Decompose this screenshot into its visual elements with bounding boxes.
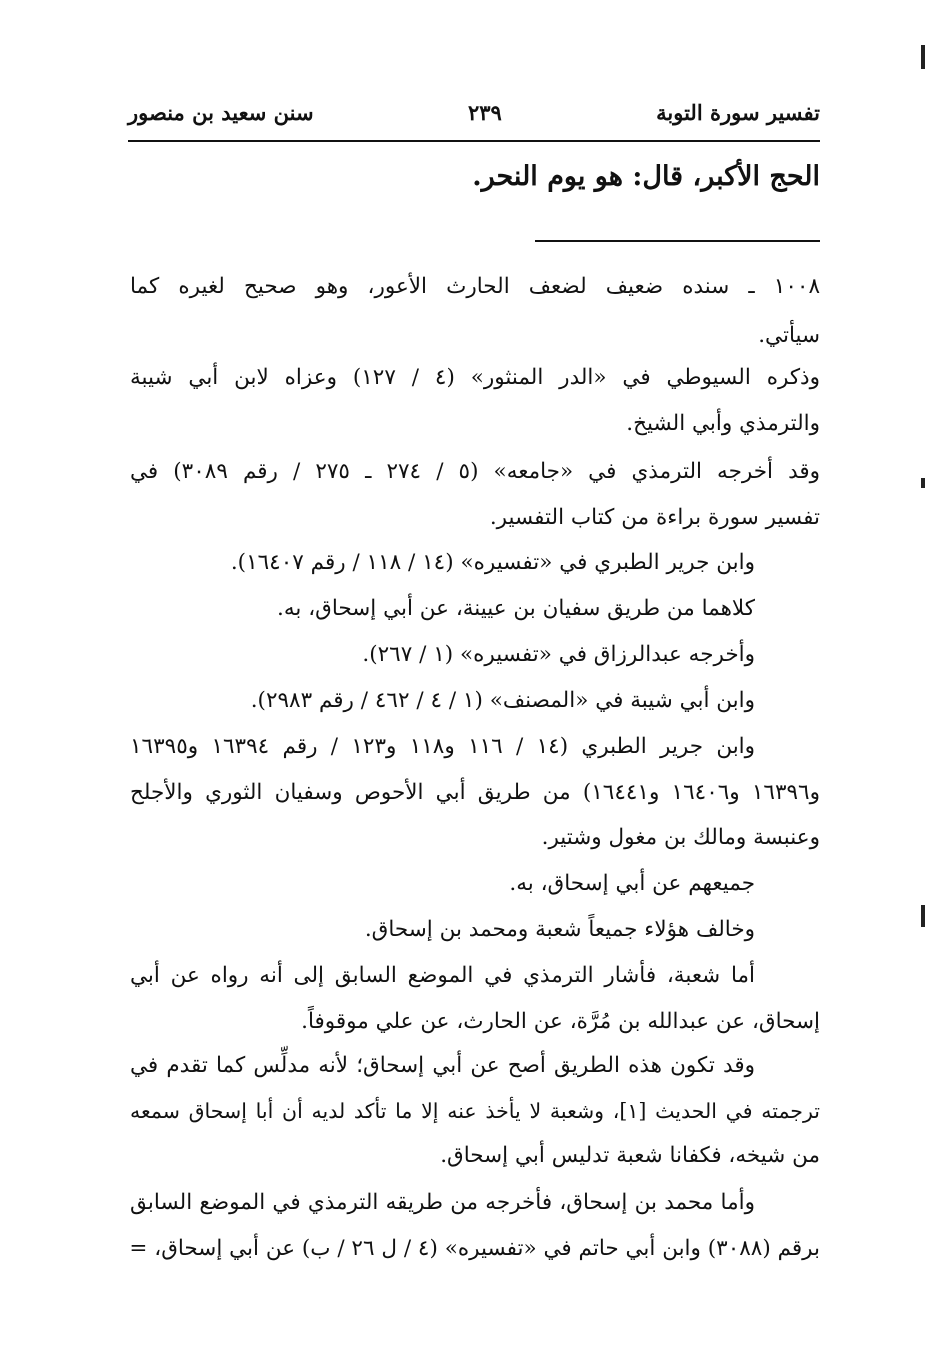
footnote-line: برقم (٣٠٨٨) وابن أبي حاتم في «تفسيره» (٤ / ل ٢٦ / ب) عن أبي إسحاق، = xyxy=(129,1236,820,1261)
footnote-line: وخالف هؤلاء جميعاً شعبة ومحمد بن إسحاق. xyxy=(364,917,755,942)
footnote-line: وابن جرير الطبري في «تفسيره» (١٤ / ١١٨ / رقم ١٦٤٠٧). xyxy=(230,550,755,575)
footnote-line: إسحاق، عن عبدالله بن مُرَّة، عن الحارث، عن علي موقوفاً. xyxy=(301,1009,820,1034)
footnote-line: وقد تكون هذه الطريق أصح عن أبي إسحاق؛ لأنه مدلِّس كما تقدم في xyxy=(130,1053,755,1078)
footnote-divider xyxy=(535,240,820,242)
footnote-line: جميعهم عن أبي إسحاق، به. xyxy=(509,871,755,896)
footnote-line: ١٠٠٨ ـ سنده ضعيف لضعف الحارث الأعور، وهو صحيح لغيره كما xyxy=(130,274,820,299)
footnote-line: تفسير سورة براءة من كتاب التفسير. xyxy=(489,505,820,530)
footnote-line: وابن أبي شيبة في «المصنف» (١ / ٤ / ٤٦٢ / رقم ٢٩٨٣). xyxy=(250,688,755,713)
footnote-line: و١٦٣٩٦ و١٦٤٠٦ و١٦٤٤١) من طريق أبي الأحوص وسفيان الثوري والأجلح xyxy=(130,780,820,805)
footnote-line: أما شعبة، فأشار الترمذي في الموضع السابق إلى أنه رواه عن أبي xyxy=(130,963,755,988)
running-header xyxy=(128,92,820,132)
footnote-line: وقد أخرجه الترمذي في «جامعه» (٥ / ٢٧٤ ـ ٢٧٥ / رقم ٣٠٨٩) في xyxy=(130,459,821,484)
header-divider xyxy=(128,140,820,142)
main-text: الحج الأكبر، قال: هو يوم النحر. xyxy=(472,161,820,192)
footnote-line: وابن جرير الطبري (١٤ / ١١٦ و١١٨ و١٢٣ / رقم ١٦٣٩٤ و١٦٣٩٥ xyxy=(130,734,756,759)
scan-edge-mark xyxy=(921,905,925,927)
page-number: ٢٣٩ xyxy=(467,99,502,125)
footnote-line: ترجمته في الحديث [١]، وشعبة لا يأخذ عنه إلا ما تأكد لديه أن أبا إسحاق سمعه xyxy=(130,1099,820,1123)
footnote-line: وذكره السيوطي في «الدر المنثور» (٤ / ١٢٧) وعزاه لابن أبي شيبة xyxy=(130,365,821,390)
footnote-line: وأما محمد بن إسحاق، فأخرجه من طريقه الترمذي في الموضع السابق xyxy=(130,1190,755,1215)
header-left-title: سنن سعيد بن منصور xyxy=(128,99,314,125)
footnote-line: سيأتي. xyxy=(758,323,820,348)
footnote-line: من شيخه، فكفانا شعبة تدليس أبي إسحاق. xyxy=(440,1143,820,1168)
footnote-line: وأخرجه عبدالرزاق في «تفسيره» (١ / ٢٦٧). xyxy=(362,642,755,667)
footnote-line: وعنبسة ومالك بن مغول وشتير. xyxy=(541,825,820,850)
header-right-title: تفسير سورة التوبة xyxy=(656,99,820,125)
footnote-line: والترمذي وأبي الشيخ. xyxy=(626,411,820,436)
scan-edge-mark xyxy=(921,478,925,488)
footnote-line: كلاهما من طريق سفيان بن عيينة، عن أبي إسحاق، به. xyxy=(277,596,755,621)
scan-edge-mark xyxy=(921,45,925,69)
